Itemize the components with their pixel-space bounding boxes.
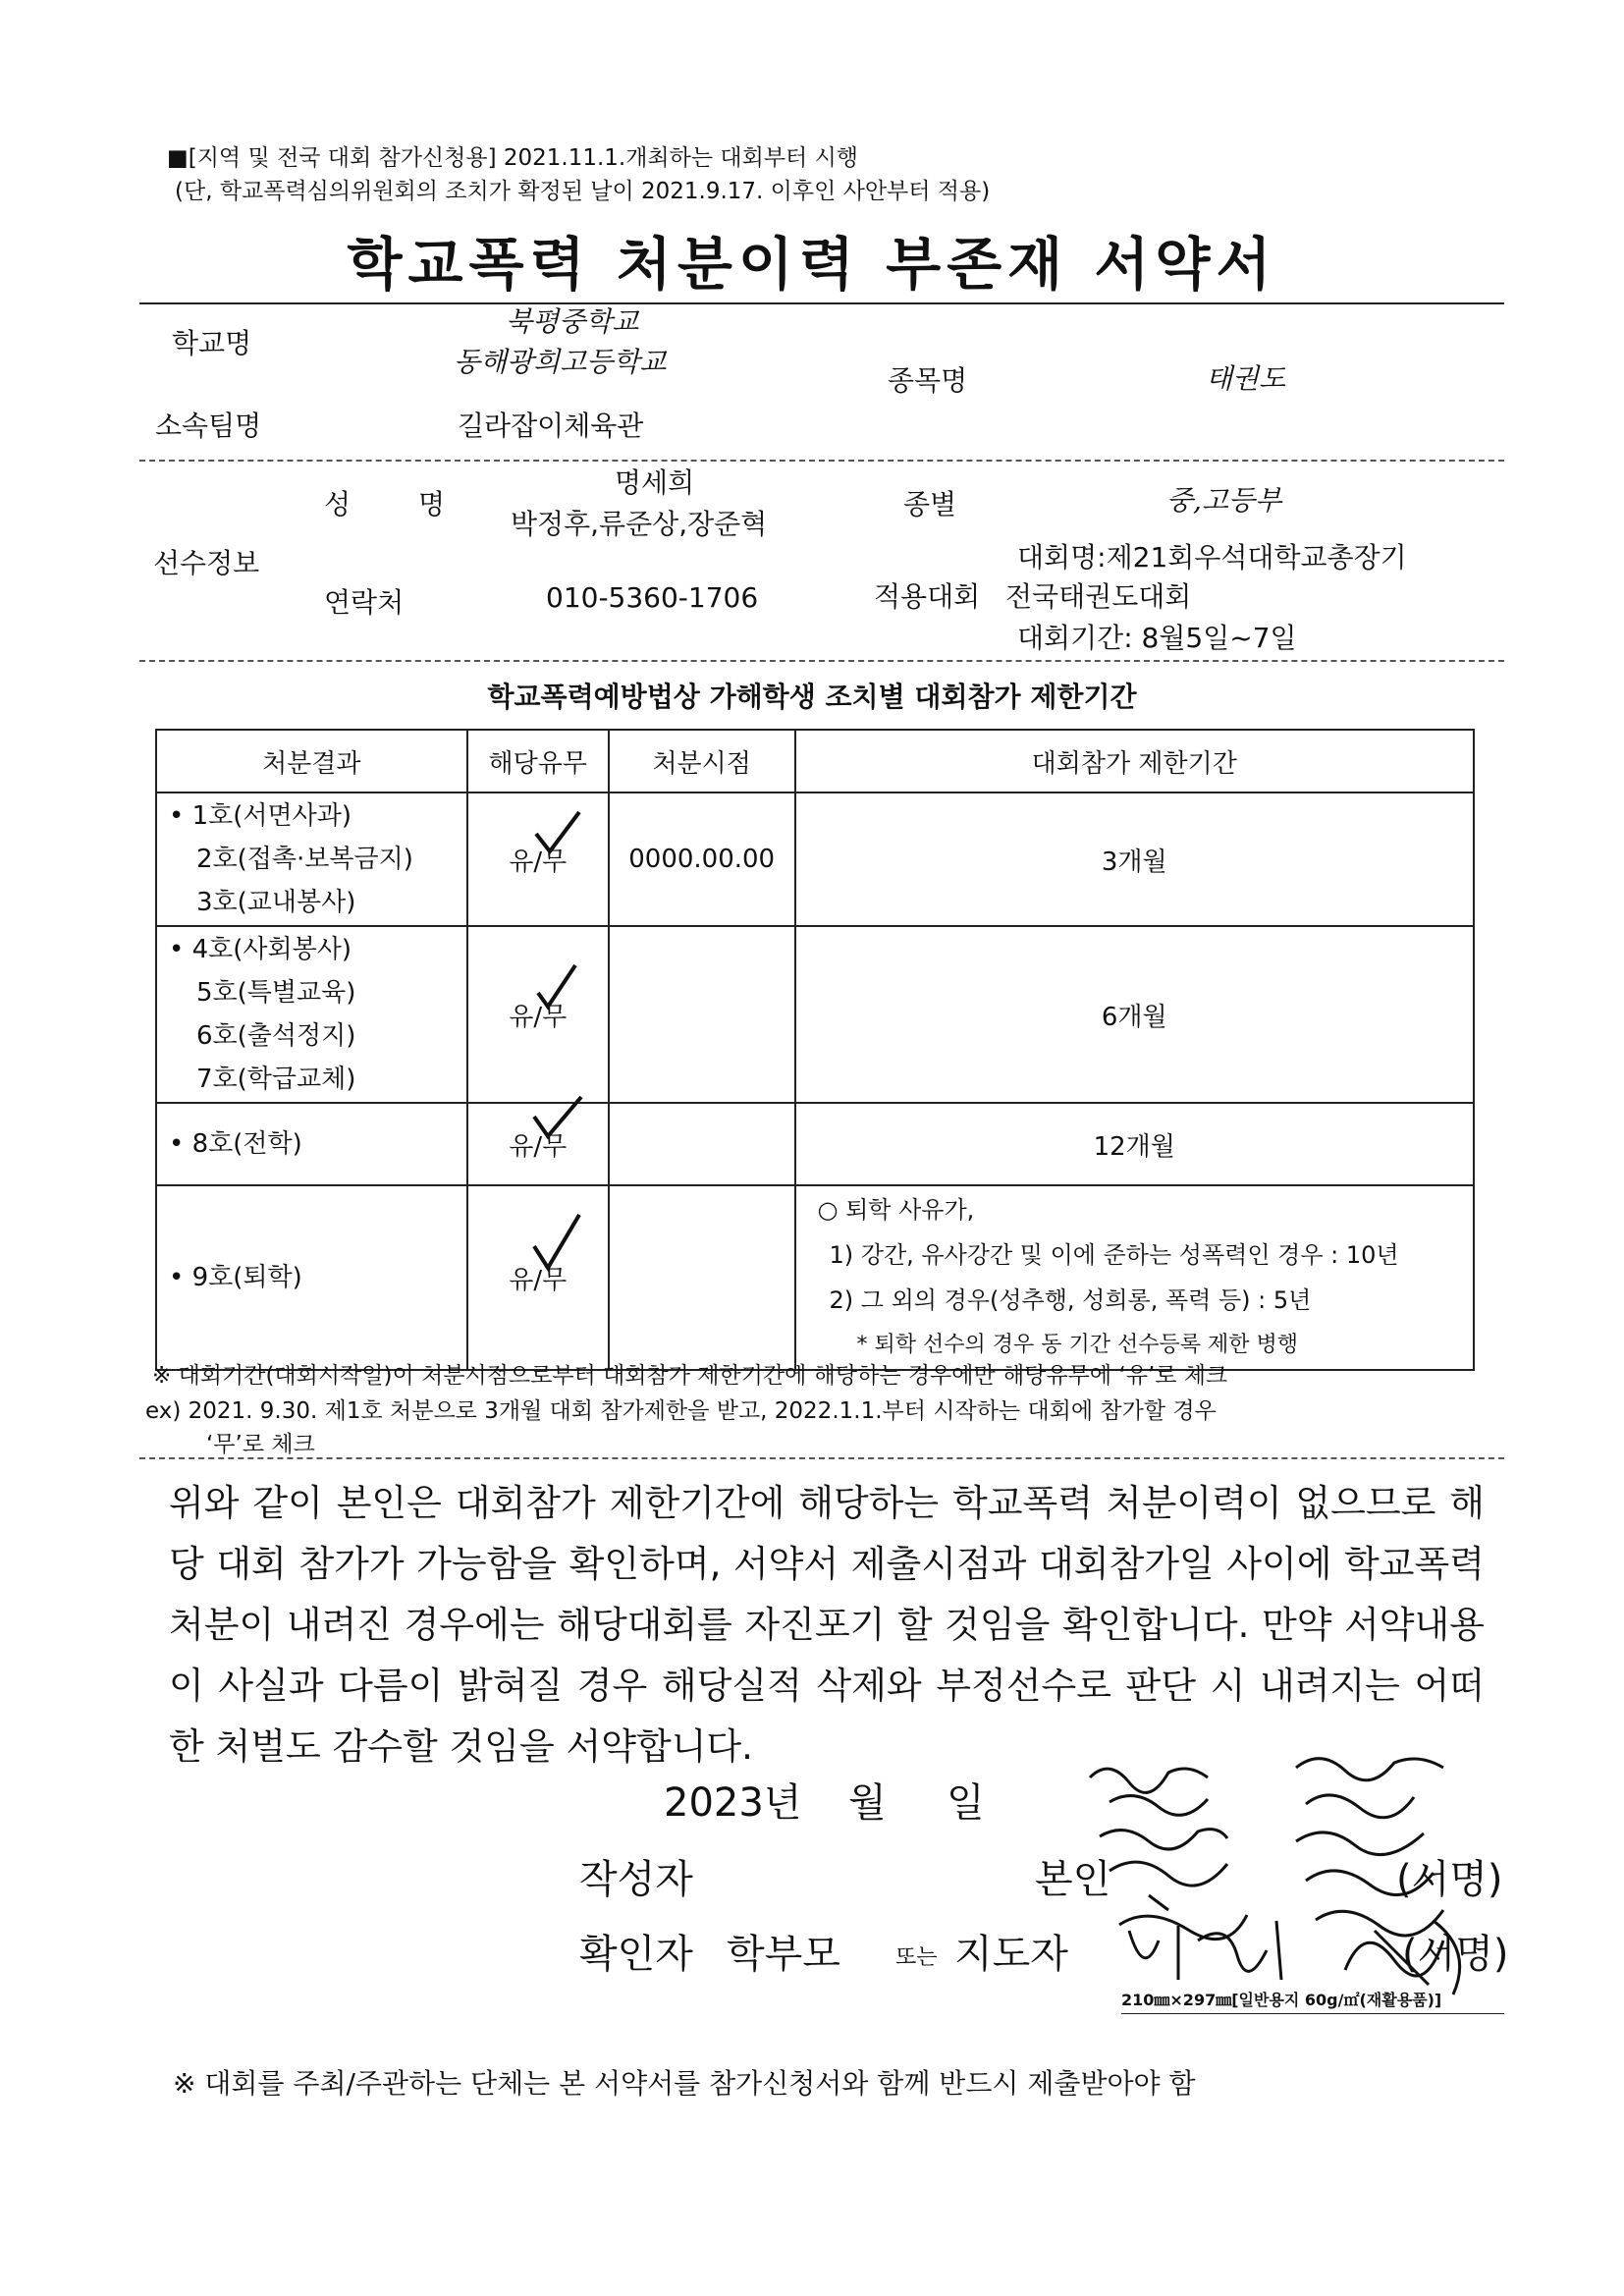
cases-cell xyxy=(156,926,467,1103)
or-label: 또는 xyxy=(895,1945,938,1970)
period-note: * 퇴학 선수의 경우 동 기간 선수등록 제한 병행 xyxy=(856,1333,1299,1357)
case-item: • 9호(퇴학) xyxy=(169,1263,302,1292)
athlete-info-label: 선수정보 xyxy=(153,547,260,579)
team-label: 소속팀명 xyxy=(155,410,262,442)
division-value: 중,고등부 xyxy=(1166,484,1282,517)
header-result: 처분결과 xyxy=(156,730,467,793)
table-footnote-1: ※ 대회기간(대회시작일)이 처분시점으로부터 대회참가 제한기간에 해당하는 경우에만 해당유무에 ‘유’로 체크 xyxy=(152,1363,1228,1389)
notice-line-1: ■[지역 및 전국 대회 참가신청용] 2021.11.1.개최하는 대회부터 시행 xyxy=(167,145,859,171)
applicable-choice xyxy=(509,842,567,878)
date-cell: 0000.00.00 xyxy=(609,793,795,926)
cases-cell xyxy=(156,1185,467,1370)
applicable-choice xyxy=(509,1126,567,1163)
cases-cell xyxy=(156,1103,467,1185)
coach-label: 지도자 xyxy=(954,1932,1068,1977)
applied-competition-label: 적용대회 xyxy=(874,580,981,613)
case-item: • 1호(서면사과) xyxy=(169,801,352,831)
table-footnote-3: ‘무’로 체크 xyxy=(206,1432,315,1457)
pledge-text: 위와 같이 본인은 대회참가 제한기간에 해당하는 학교폭력 처분이력이 없으므로 해당 대회 참가가 가능함을 확인하며, 서약서 제출시점과 대회참가일 사이에 학교폭력 처분이 내려진 경우에는 해당대회를 자진포기 할 것임을 확인합니다. 만약 서약내용이 사실과 다름이 밝혀질 경우 해당실적 삭제와 부정선수로 판단 시 내려지는 어떠한 처벌도 감수할 것임을 서약합니다. xyxy=(169,1482,1485,1768)
team-value: 길라잡이체육관 xyxy=(458,410,644,442)
applicable-cell[interactable] xyxy=(467,926,609,1103)
applicable-text: 유/무 xyxy=(509,847,568,877)
handwritten-signature-coach-seal xyxy=(1335,1911,1483,1999)
case-item: 7호(학급교체) xyxy=(196,1065,356,1094)
date-cell xyxy=(609,926,795,1103)
sign-day: 일 xyxy=(947,1780,985,1826)
event-label: 종목명 xyxy=(888,364,968,397)
table-footnote-2: ex) 2021. 9.30. 제1호 처분으로 3개월 대회 참가제한을 받고, 2022.1.1.부터 시작하는 대회에 참가할 경우 xyxy=(145,1398,1217,1424)
case-item: 2호(접촉·보복금지) xyxy=(196,845,413,874)
top-rule xyxy=(139,302,1504,304)
applicable-choice xyxy=(509,1260,567,1296)
contact-label: 연락처 xyxy=(324,586,405,619)
footnote-divider xyxy=(139,1457,1504,1459)
paper-spec-rule xyxy=(1121,2013,1504,2014)
table-caption: 학교폭력예방법상 가해학생 조치별 대회참가 제한기간 xyxy=(487,681,1137,713)
coach-seal-mark: (서명) xyxy=(1402,1932,1509,1977)
table-row xyxy=(156,793,1474,926)
case-item: • 4호(사회봉사) xyxy=(169,935,352,964)
event-value: 태권도 xyxy=(1206,362,1286,395)
bottom-note: ※ 대회를 주최/주관하는 단체는 본 서약서를 참가신청서와 함께 반드시 제출받아야 함 xyxy=(173,2067,1196,2100)
checkmark-icon xyxy=(532,1093,583,1142)
period-cell: 3개월 xyxy=(795,793,1474,926)
checkmark-icon xyxy=(532,1213,583,1272)
competition-period: 대회기간: 8월5일~7일 xyxy=(1017,622,1297,654)
notice-line-2: (단, 학교폭력심의위원회의 조치가 확정된 날이 2021.9.17. 이후인 사안부터 적용) xyxy=(175,179,991,204)
date-cell xyxy=(609,1185,795,1370)
applicable-cell[interactable] xyxy=(467,1103,609,1185)
header-date: 처분시점 xyxy=(609,730,795,793)
form-divider-2 xyxy=(139,660,1504,662)
name-label: 성 명 xyxy=(324,488,474,520)
period-note: 2) 그 외의 경우(성추행, 성희롱, 폭력 등) : 5년 xyxy=(829,1286,1312,1314)
writer-label: 작성자 xyxy=(579,1857,693,1902)
applicable-choice xyxy=(509,997,567,1033)
case-item: 6호(출석정지) xyxy=(196,1021,356,1051)
confirmer-label: 확인자 xyxy=(579,1932,693,1977)
applicable-cell[interactable] xyxy=(467,793,609,926)
period-cell: 6개월 xyxy=(795,926,1474,1103)
period-note: ○ 퇴학 사유가, xyxy=(817,1196,975,1224)
date-cell xyxy=(609,1103,795,1185)
name-value-1: 명세희 xyxy=(615,466,695,499)
sign-year: 2023년 xyxy=(664,1780,802,1826)
checkmark-icon xyxy=(532,963,583,1012)
cases-cell xyxy=(156,793,467,926)
applicable-text: 유/무 xyxy=(509,1131,568,1162)
sign-month: 월 xyxy=(848,1780,887,1826)
case-item: • 8호(전학) xyxy=(169,1129,302,1159)
handwritten-signature-coach xyxy=(1119,1911,1316,1990)
self-seal-mark: (서명) xyxy=(1396,1857,1503,1902)
header-applicable: 해당유무 xyxy=(467,730,609,793)
period-notes-cell xyxy=(795,1185,1474,1370)
form-divider-1 xyxy=(139,460,1504,462)
division-label: 종별 xyxy=(903,488,957,520)
self-label: 본인 xyxy=(1035,1857,1111,1902)
competition-name-2: 전국태권도대회 xyxy=(1005,580,1192,613)
school-label: 학교명 xyxy=(172,327,252,359)
document-title: 학교폭력 처분이력 부존재 서약서 xyxy=(347,231,1277,298)
period-cell: 12개월 xyxy=(795,1103,1474,1185)
paper-spec: 210㎜×297㎜[일반용지 60g/㎡(재활용품)] xyxy=(1121,1991,1442,2009)
checkmark-icon xyxy=(532,808,583,857)
contact-value: 010-5360-1706 xyxy=(546,581,759,614)
case-item: 5호(특별교육) xyxy=(196,978,356,1008)
competition-name: 대회명:제21회우석대학교총장기 xyxy=(1017,541,1407,574)
applicable-text: 유/무 xyxy=(509,1002,568,1032)
name-value-2: 박정후,류준상,장준혁 xyxy=(511,508,768,540)
header-period: 대회참가 제한기간 xyxy=(795,730,1474,793)
table-row xyxy=(156,1185,1474,1370)
school-value-1: 북평중학교 xyxy=(506,305,639,338)
table-row xyxy=(156,1103,1474,1185)
school-value-2: 동해광희고등학교 xyxy=(454,346,667,378)
case-item: 3호(교내봉사) xyxy=(196,888,356,917)
period-note: 1) 강간, 유사강간 및 이에 준하는 성폭력인 경우 : 10년 xyxy=(829,1241,1399,1269)
sanction-table xyxy=(155,729,1475,1371)
table-row xyxy=(156,926,1474,1103)
table-header-row xyxy=(156,730,1474,793)
applicable-cell[interactable] xyxy=(467,1185,609,1370)
parent-label: 학부모 xyxy=(727,1932,840,1977)
applicable-text: 유/무 xyxy=(509,1265,568,1295)
